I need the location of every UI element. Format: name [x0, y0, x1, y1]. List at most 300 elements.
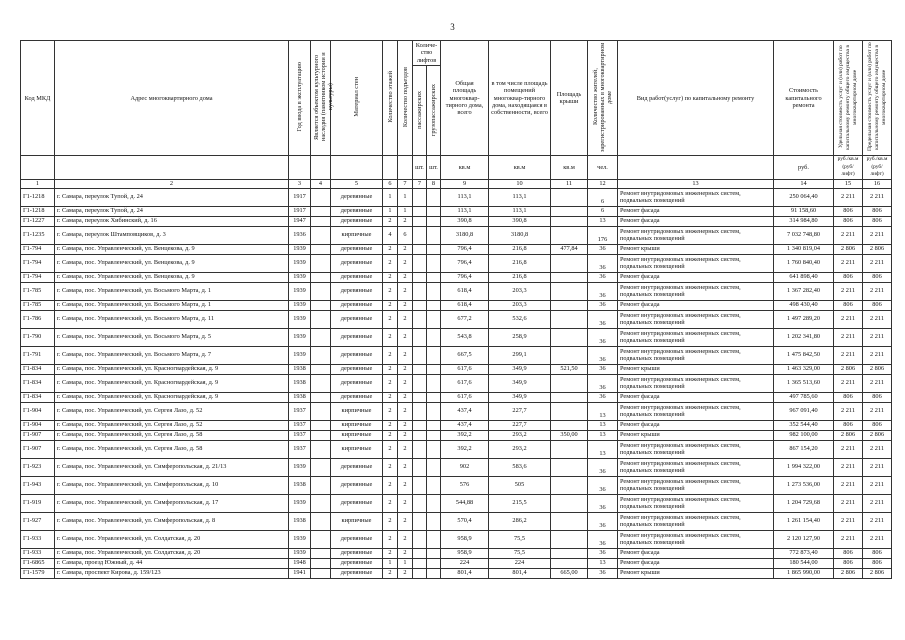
cell-floors: 2 [383, 494, 398, 512]
cell-unit-cost: 2 806 [834, 364, 863, 374]
cell-work: Ремонт фасада [618, 216, 774, 226]
cell-address: г. Самара, пос. Управленческий, ул. Солдатская, д. 20 [55, 548, 289, 558]
cell-lifts-cargo [427, 476, 441, 494]
cell-entrances: 1 [398, 558, 413, 568]
cell-roof [551, 216, 588, 226]
cell-roof [551, 206, 588, 216]
cell-entrances: 2 [398, 402, 413, 420]
cell-work: Ремонт внутридомовых инженерных систем, подвальных помещений [618, 530, 774, 548]
cell-lifts-passenger [413, 494, 427, 512]
unit-cell: чел. [588, 156, 618, 179]
cell-year: 1917 [289, 206, 311, 216]
unit-cell: кв.м [441, 156, 489, 179]
cell-year: 1936 [289, 226, 311, 244]
unit-cell [618, 156, 774, 179]
cell-work: Ремонт внутридомовых инженерных систем, подвальных помещений [618, 476, 774, 494]
cell-lifts-cargo [427, 568, 441, 578]
cell-entrances: 2 [398, 530, 413, 548]
header-roof: Площадь крыши [551, 41, 588, 156]
cell-area-total: 958,9 [441, 548, 489, 558]
cell-max-cost: 806 [863, 548, 892, 558]
cell-floors: 2 [383, 244, 398, 254]
table-row [21, 558, 892, 568]
cell-residents: 13 [588, 402, 618, 420]
cell-code: Г1-6865 [21, 558, 55, 568]
cell-cost: 91 158,60 [774, 206, 834, 216]
cell-residents: 13 [588, 558, 618, 568]
cell-residents: 13 [588, 430, 618, 440]
header-max-cost: Предельная стоимость услуг и (или) работ по капитальному ремонту общего имущества в многоквартирном доме [866, 42, 887, 152]
cell-cost: 1 865 990,00 [774, 568, 834, 578]
cell-lifts-cargo [427, 310, 441, 328]
cell-code: Г1-786 [21, 310, 55, 328]
cell-wall: деревянные [331, 328, 383, 346]
unit-cell: шт. [413, 156, 427, 179]
cell-year: 1917 [289, 188, 311, 206]
cell-year: 1939 [289, 272, 311, 282]
cell-address: г. Самара, переулок Тупой, д. 24 [55, 206, 289, 216]
cell-area-owned: 216,8 [489, 272, 551, 282]
cell-area-total: 796,4 [441, 244, 489, 254]
cell-year: 1939 [289, 346, 311, 364]
table-row [21, 392, 892, 402]
cell-roof [551, 476, 588, 494]
cell-residents: 36 [588, 300, 618, 310]
table-row [21, 458, 892, 476]
cell-unit-cost: 2 211 [834, 402, 863, 420]
cell-unit-cost: 2 211 [834, 530, 863, 548]
cell-roof: 477,84 [551, 244, 588, 254]
cell-wall: деревянные [331, 244, 383, 254]
cell-lifts-passenger [413, 188, 427, 206]
cell-floors: 2 [383, 392, 398, 402]
cell-wall: деревянные [331, 374, 383, 392]
cell-code: Г1-785 [21, 282, 55, 300]
cell-cost: 314 984,80 [774, 216, 834, 226]
cell-floors: 2 [383, 310, 398, 328]
column-index-cell: 3 [289, 179, 311, 188]
cell-address: г. Самара, переулок Штамповщиков, д. 3 [55, 226, 289, 244]
unit-cell [289, 156, 311, 179]
unit-cell: руб./кв.м (руб/лифт) [834, 156, 863, 179]
cell-heritage [311, 216, 331, 226]
cell-unit-cost: 2 211 [834, 188, 863, 206]
table-row [21, 530, 892, 548]
cell-lifts-passenger [413, 392, 427, 402]
cell-code: Г1-904 [21, 402, 55, 420]
cell-residents: 36 [588, 392, 618, 402]
cell-roof [551, 420, 588, 430]
table-row [21, 328, 892, 346]
cell-roof [551, 226, 588, 244]
cell-work: Ремонт внутридомовых инженерных систем, подвальных помещений [618, 402, 774, 420]
cell-unit-cost: 2 211 [834, 226, 863, 244]
cell-wall: деревянные [331, 494, 383, 512]
table-row [21, 226, 892, 244]
cell-max-cost: 2 211 [863, 440, 892, 458]
cell-cost: 1 497 289,20 [774, 310, 834, 328]
cell-address: г. Самара, пос. Управленческий, ул. Венцекова, д. 9 [55, 272, 289, 282]
cell-heritage [311, 244, 331, 254]
cell-max-cost: 2 211 [863, 512, 892, 530]
cell-heritage [311, 328, 331, 346]
cell-code: Г1-923 [21, 458, 55, 476]
cell-residents: 36 [588, 282, 618, 300]
cell-roof [551, 558, 588, 568]
cell-unit-cost: 806 [834, 420, 863, 430]
cell-heritage [311, 530, 331, 548]
cell-address: г. Самара, пос. Управленческий, ул. Восьмого Марта, д. 1 [55, 300, 289, 310]
cell-code: Г1-794 [21, 272, 55, 282]
cell-address: г. Самара, пос. Управленческий, ул. Восьмого Марта, д. 1 [55, 282, 289, 300]
cell-unit-cost: 2 211 [834, 458, 863, 476]
cell-floors: 2 [383, 282, 398, 300]
cell-max-cost: 806 [863, 206, 892, 216]
cell-lifts-passenger [413, 430, 427, 440]
cell-cost: 7 032 748,80 [774, 226, 834, 244]
cell-heritage [311, 374, 331, 392]
cell-floors: 2 [383, 440, 398, 458]
cell-address: г. Самара, проспект Кирова, д. 159/123 [55, 568, 289, 578]
header-code: Код МКД [21, 41, 55, 156]
cell-max-cost: 2 211 [863, 346, 892, 364]
cell-lifts-cargo [427, 272, 441, 282]
cell-code: Г1-927 [21, 512, 55, 530]
cell-area-owned: 224 [489, 558, 551, 568]
cell-floors: 4 [383, 226, 398, 244]
cell-wall: кирпичные [331, 420, 383, 430]
cell-heritage [311, 300, 331, 310]
cell-work: Ремонт внутридомовых инженерных систем, подвальных помещений [618, 188, 774, 206]
cell-lifts-passenger [413, 254, 427, 272]
cell-year: 1938 [289, 512, 311, 530]
cell-max-cost: 2 806 [863, 568, 892, 578]
cell-lifts-passenger [413, 374, 427, 392]
cell-lifts-cargo [427, 558, 441, 568]
column-index-cell: 2 [55, 179, 289, 188]
cell-heritage [311, 346, 331, 364]
cell-code: Г1-790 [21, 328, 55, 346]
header-area-owned: в том числе площадь помещений многоквар-тирного дома, находящаяся в собственности, всего [489, 41, 551, 156]
cell-area-owned: 215,5 [489, 494, 551, 512]
cell-unit-cost: 2 211 [834, 346, 863, 364]
table-row [21, 346, 892, 364]
table-row [21, 420, 892, 430]
cell-roof: 521,50 [551, 364, 588, 374]
cell-entrances: 2 [398, 420, 413, 430]
cell-unit-cost: 806 [834, 272, 863, 282]
cell-entrances: 2 [398, 548, 413, 558]
cell-max-cost: 2 211 [863, 226, 892, 244]
column-index-cell: 15 [834, 179, 863, 188]
table-row [21, 440, 892, 458]
cell-address: г. Самара, пос. Управленческий, ул. Восьмого Марта, д. 7 [55, 346, 289, 364]
table-row [21, 476, 892, 494]
cell-floors: 2 [383, 346, 398, 364]
cell-entrances: 2 [398, 272, 413, 282]
cell-entrances: 2 [398, 254, 413, 272]
cell-roof [551, 310, 588, 328]
column-index-cell: 4 [311, 179, 331, 188]
cell-lifts-passenger [413, 206, 427, 216]
cell-floors: 2 [383, 420, 398, 430]
cell-code: Г1-1218 [21, 206, 55, 216]
cell-floors: 2 [383, 458, 398, 476]
cell-residents: 36 [588, 244, 618, 254]
table-row [21, 430, 892, 440]
cell-area-total: 617,6 [441, 392, 489, 402]
cell-area-total: 801,4 [441, 568, 489, 578]
table-body [21, 188, 892, 578]
cell-area-total: 392,2 [441, 440, 489, 458]
cell-residents: 36 [588, 548, 618, 558]
cell-work: Ремонт внутридомовых инженерных систем, подвальных помещений [618, 494, 774, 512]
column-index-cell: 11 [551, 179, 588, 188]
cell-heritage [311, 548, 331, 558]
cell-area-total: 618,4 [441, 300, 489, 310]
cell-max-cost: 2 806 [863, 364, 892, 374]
header-cost: Стоимость капитального ремонта [774, 41, 834, 156]
cell-address: г. Самара, пос. Управленческий, ул. Сергея Лазо, д. 52 [55, 420, 289, 430]
cell-code: Г1-794 [21, 244, 55, 254]
cell-code: Г1-933 [21, 530, 55, 548]
cell-lifts-passenger [413, 364, 427, 374]
cell-heritage [311, 568, 331, 578]
cell-address: г. Самара, пос. Управленческий, ул. Сергея Лазо, д. 58 [55, 430, 289, 440]
cell-area-total: 958,9 [441, 530, 489, 548]
cell-area-owned: 293,2 [489, 430, 551, 440]
table-row [21, 188, 892, 206]
header-lifts-cargo: грузопассажирских [430, 83, 437, 136]
cell-floors: 2 [383, 374, 398, 392]
cell-roof [551, 494, 588, 512]
cell-wall: деревянные [331, 282, 383, 300]
cell-area-total: 437,4 [441, 402, 489, 420]
cell-work: Ремонт фасада [618, 558, 774, 568]
cell-floors: 2 [383, 364, 398, 374]
cell-area-owned: 390,8 [489, 216, 551, 226]
cell-cost: 1 261 154,40 [774, 512, 834, 530]
cell-area-owned: 583,6 [489, 458, 551, 476]
cell-heritage [311, 310, 331, 328]
cell-wall: деревянные [331, 530, 383, 548]
cell-floors: 1 [383, 558, 398, 568]
cell-lifts-passenger [413, 272, 427, 282]
cell-work: Ремонт крыши [618, 364, 774, 374]
table-row [21, 548, 892, 558]
cell-wall: деревянные [331, 188, 383, 206]
cell-cost: 498 430,40 [774, 300, 834, 310]
cell-work: Ремонт фасада [618, 420, 774, 430]
cell-cost: 1 273 536,00 [774, 476, 834, 494]
cell-entrances: 2 [398, 310, 413, 328]
cell-heritage [311, 226, 331, 244]
cell-area-owned: 3180,8 [489, 226, 551, 244]
cell-roof: 350,00 [551, 430, 588, 440]
cell-lifts-cargo [427, 458, 441, 476]
cell-lifts-cargo [427, 188, 441, 206]
cell-max-cost: 2 211 [863, 328, 892, 346]
cell-cost: 1 475 842,50 [774, 346, 834, 364]
cell-area-owned: 75,5 [489, 548, 551, 558]
cell-heritage [311, 476, 331, 494]
cell-unit-cost: 2 211 [834, 254, 863, 272]
cell-cost: 967 091,40 [774, 402, 834, 420]
cell-code: Г1-1235 [21, 226, 55, 244]
cell-code: Г1-1227 [21, 216, 55, 226]
cell-floors: 2 [383, 430, 398, 440]
cell-heritage [311, 512, 331, 530]
column-index-cell: 10 [489, 179, 551, 188]
unit-cell [21, 156, 55, 179]
cell-address: г. Самара, переулок Хибинский, д. 16 [55, 216, 289, 226]
cell-lifts-passenger [413, 310, 427, 328]
cell-work: Ремонт внутридомовых инженерных систем, подвальных помещений [618, 282, 774, 300]
column-index-cell: 1 [21, 179, 55, 188]
cell-lifts-cargo [427, 440, 441, 458]
cell-max-cost: 2 211 [863, 254, 892, 272]
cell-max-cost: 2 211 [863, 476, 892, 494]
cell-heritage [311, 458, 331, 476]
cell-heritage [311, 494, 331, 512]
cell-year: 1937 [289, 420, 311, 430]
cell-area-total: 902 [441, 458, 489, 476]
cell-code: Г1-904 [21, 420, 55, 430]
cell-cost: 867 154,20 [774, 440, 834, 458]
cell-residents: 36 [588, 568, 618, 578]
cell-unit-cost: 2 211 [834, 374, 863, 392]
cell-floors: 2 [383, 548, 398, 558]
cell-code: Г1-1218 [21, 188, 55, 206]
cell-entrances: 2 [398, 568, 413, 578]
cell-year: 1939 [289, 328, 311, 346]
cell-wall: деревянные [331, 272, 383, 282]
table-row [21, 374, 892, 392]
unit-cell [311, 156, 331, 179]
cell-unit-cost: 2 806 [834, 568, 863, 578]
cell-wall: деревянные [331, 364, 383, 374]
cell-year: 1937 [289, 440, 311, 458]
cell-address: г. Самара, пос. Управленческий, ул. Восьмого Марта, д. 5 [55, 328, 289, 346]
cell-work: Ремонт внутридомовых инженерных систем, подвальных помещений [618, 440, 774, 458]
cell-area-owned: 227,7 [489, 402, 551, 420]
cell-cost: 1 994 322,00 [774, 458, 834, 476]
page-number: 3 [450, 22, 455, 32]
cell-code: Г1-907 [21, 440, 55, 458]
cell-wall: кирпичные [331, 402, 383, 420]
cell-cost: 1 367 282,40 [774, 282, 834, 300]
cell-address: г. Самара, пос. Управленческий, ул. Симферопольская, д. 10 [55, 476, 289, 494]
cell-area-total: 113,1 [441, 188, 489, 206]
column-index-row [21, 179, 892, 188]
cell-year: 1941 [289, 568, 311, 578]
cell-max-cost: 2 806 [863, 244, 892, 254]
cell-work: Ремонт фасада [618, 206, 774, 216]
cell-unit-cost: 2 211 [834, 512, 863, 530]
cell-lifts-cargo [427, 226, 441, 244]
cell-area-total: 576 [441, 476, 489, 494]
cell-roof [551, 374, 588, 392]
cell-unit-cost: 806 [834, 206, 863, 216]
cell-roof [551, 512, 588, 530]
unit-cell: руб./кв.м (руб/лифт) [863, 156, 892, 179]
cell-lifts-passenger [413, 282, 427, 300]
unit-cell: кв.м [551, 156, 588, 179]
cell-year: 1948 [289, 558, 311, 568]
cell-work: Ремонт внутридомовых инженерных систем, подвальных помещений [618, 374, 774, 392]
cell-unit-cost: 2 806 [834, 430, 863, 440]
cell-work: Ремонт крыши [618, 430, 774, 440]
cell-entrances: 2 [398, 430, 413, 440]
cell-residents: 6 [588, 188, 618, 206]
cell-wall: деревянные [331, 254, 383, 272]
cell-work: Ремонт крыши [618, 568, 774, 578]
cell-area-owned: 216,8 [489, 244, 551, 254]
cell-residents: 36 [588, 494, 618, 512]
cell-wall: деревянные [331, 476, 383, 494]
cell-floors: 2 [383, 402, 398, 420]
cell-cost: 641 898,40 [774, 272, 834, 282]
cell-area-total: 667,5 [441, 346, 489, 364]
cell-entrances: 1 [398, 188, 413, 206]
cell-max-cost: 2 211 [863, 458, 892, 476]
cell-lifts-passenger [413, 402, 427, 420]
cell-work: Ремонт фасада [618, 548, 774, 558]
cell-cost: 1 204 729,68 [774, 494, 834, 512]
cell-max-cost: 806 [863, 558, 892, 568]
cell-floors: 2 [383, 254, 398, 272]
cell-lifts-cargo [427, 430, 441, 440]
cell-lifts-cargo [427, 300, 441, 310]
cell-year: 1938 [289, 392, 311, 402]
cell-address: г. Самара, проезд Южный, д. 44 [55, 558, 289, 568]
cell-lifts-cargo [427, 402, 441, 420]
cell-roof [551, 548, 588, 558]
cell-max-cost: 806 [863, 272, 892, 282]
cell-entrances: 2 [398, 476, 413, 494]
cell-unit-cost: 806 [834, 216, 863, 226]
cell-floors: 2 [383, 530, 398, 548]
cell-lifts-cargo [427, 494, 441, 512]
cell-max-cost: 2 211 [863, 530, 892, 548]
cell-cost: 1 202 341,80 [774, 328, 834, 346]
cell-floors: 2 [383, 272, 398, 282]
cell-wall: деревянные [331, 548, 383, 558]
cell-max-cost: 806 [863, 420, 892, 430]
table-row [21, 244, 892, 254]
cell-lifts-cargo [427, 282, 441, 300]
cell-work: Ремонт фасада [618, 272, 774, 282]
table-row [21, 512, 892, 530]
cell-unit-cost: 2 211 [834, 494, 863, 512]
cell-area-owned: 299,1 [489, 346, 551, 364]
header-lifts: Количе-ство лифтов [413, 41, 441, 66]
cell-lifts-cargo [427, 374, 441, 392]
cell-wall: кирпичные [331, 512, 383, 530]
cell-entrances: 2 [398, 216, 413, 226]
cell-lifts-passenger [413, 476, 427, 494]
cell-wall: кирпичные [331, 430, 383, 440]
cell-max-cost: 806 [863, 216, 892, 226]
cell-heritage [311, 282, 331, 300]
cell-roof [551, 530, 588, 548]
cell-code: Г1-791 [21, 346, 55, 364]
cell-wall: деревянные [331, 216, 383, 226]
cell-address: г. Самара, пос. Управленческий, ул. Сергея Лазо, д. 52 [55, 402, 289, 420]
cell-roof [551, 392, 588, 402]
cell-residents: 36 [588, 328, 618, 346]
header-entrances: Количество подъездов [401, 66, 409, 128]
